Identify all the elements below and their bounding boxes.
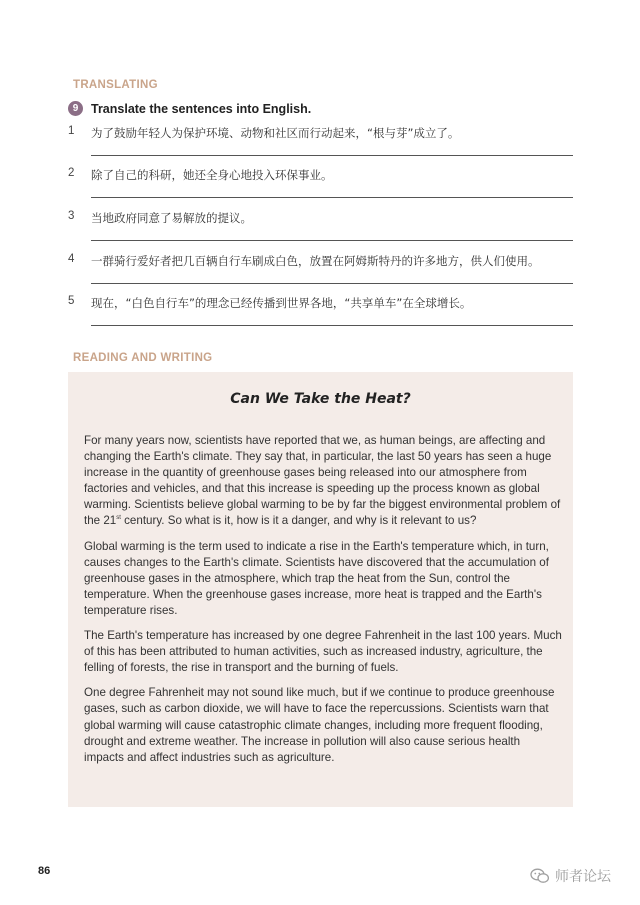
item-number: 3	[68, 210, 75, 222]
translating-heading: TRANSLATING	[73, 79, 158, 91]
chinese-sentence: 当地政府同意了易解放的提议。	[91, 211, 252, 225]
translation-item	[68, 253, 573, 295]
reading-writing-heading: READING AND WRITING	[73, 352, 213, 364]
article-body	[84, 433, 562, 775]
chinese-sentence: 一群骑行爱好者把几百辆自行车刷成白色，放置在阿姆斯特丹的许多地方，供人们使用。	[91, 254, 540, 268]
translation-item	[68, 125, 573, 167]
article-paragraph: The Earth's temperature has increased by one degree Fahrenheit in the last 100 years. Much of this has been attributed to human activities, such as increased industry, agriculture, the felling of forests, the rise in transport and the burning of fuels.	[84, 629, 562, 675]
item-number: 4	[68, 253, 75, 265]
answer-line[interactable]	[91, 155, 573, 156]
instruction-text: Translate the sentences into English.	[91, 101, 312, 116]
watermark	[530, 866, 611, 886]
exercise-number-badge: 9	[68, 101, 83, 116]
translation-item	[68, 295, 573, 337]
wechat-icon	[530, 868, 550, 884]
chinese-sentence: 除了自己的科研，她还全身心地投入环保事业。	[91, 168, 333, 182]
article-paragraph: For many years now, scientists have reported that we, as human beings, are affecting and changing the Earth's climate. They say that, in particular, the last 50 years has seen a huge increase in the quantity of greenhouse gases being released into our atmosphere from factories and vehicles, and that this increase is speeding up the process known as global warming. Scientists believe global warming to be by far the biggest environmental problem of the 21st century. So what is it, how is it a danger, and why is it relevant to us?	[84, 434, 561, 528]
item-number: 2	[68, 167, 75, 179]
article-paragraph: Global warming is the term used to indicate a rise in the Earth's temperature which, in turn, causes changes to the Earth's climate. Scientists have discovered that the accumulation of greenhouse gases in the atmosphere, which trap the heat from the Sun, control the temperature. When the greenhouse gases increase, more heat is trapped and the Earth's temperature rises.	[84, 539, 549, 617]
answer-line[interactable]	[91, 325, 573, 326]
item-number: 5	[68, 295, 75, 307]
article-paragraph: One degree Fahrenheit may not sound like much, but if we continue to produce greenhouse gases, such as carbon dioxide, we will have to face the repercussions. Scientists warn that global warming will cause catastrophic climate changes, including more frequent flooding, drought and extreme weather. The increase in pollution will also cause serious health impacts and affect industries such as agriculture.	[84, 686, 555, 764]
answer-line[interactable]	[91, 197, 573, 198]
answer-line[interactable]	[91, 240, 573, 241]
chinese-sentence: 为了鼓励年轻人为保护环境、动物和社区而行动起来，“根与芽”成立了。	[91, 126, 460, 140]
article-card	[68, 372, 573, 807]
article-title: Can We Take the Heat?	[230, 391, 411, 407]
translation-item	[68, 167, 573, 209]
watermark-text: 师者论坛	[555, 869, 611, 885]
answer-line[interactable]	[91, 283, 573, 284]
exercise-instruction	[68, 101, 311, 116]
item-number: 1	[68, 125, 75, 137]
page-number: 86	[38, 865, 51, 877]
translation-item	[68, 210, 573, 252]
chinese-sentence: 现在，“白色自行车”的理念已经传播到世界各地，“共享单车”在全球增长。	[91, 296, 472, 310]
